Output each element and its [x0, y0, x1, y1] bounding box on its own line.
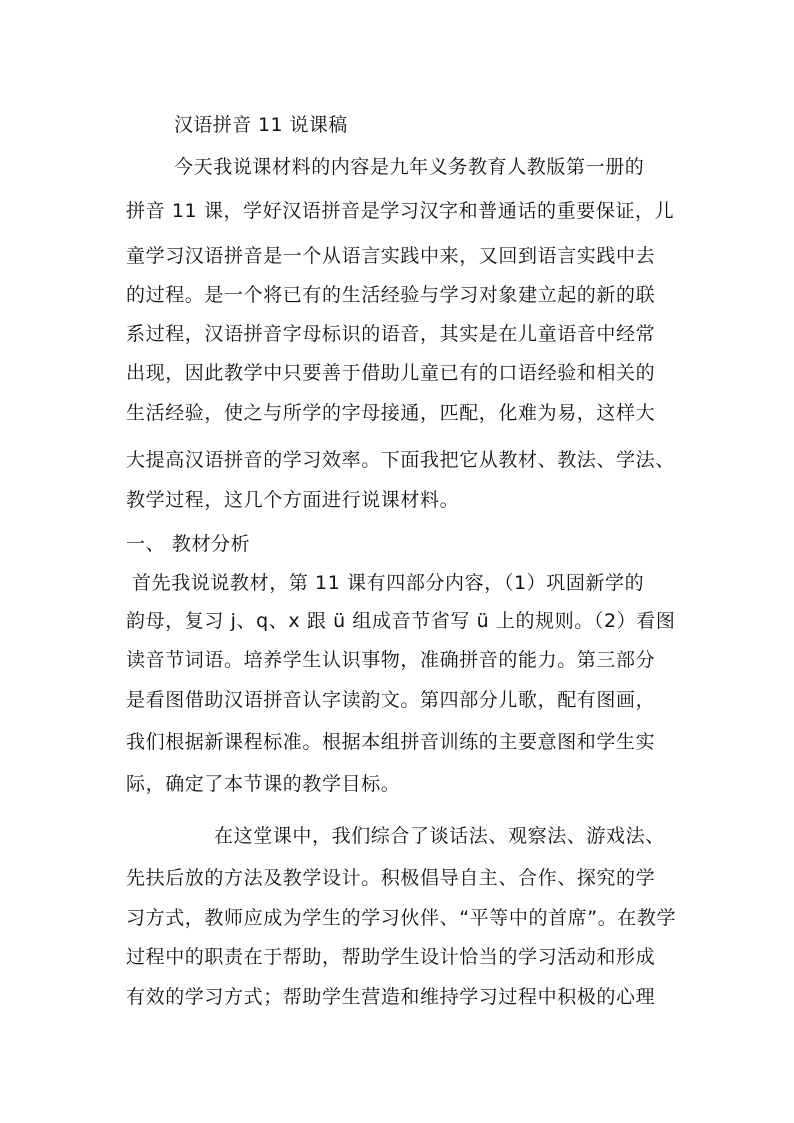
paragraph-line: 今天我说课材料的内容是九年义务教育人教版第一册的: [174, 156, 645, 178]
paragraph-line: 童学习汉语拼音是一个从语言实践中来，又回到语言实践中去: [126, 245, 656, 267]
paragraph-line: 大提高汉语拼音的学习效率。下面我把它从教材、教法、学法、: [126, 449, 675, 471]
paragraph-line: 先扶后放的方法及教学设计。积极倡导自主、合作、探究的学: [126, 867, 656, 889]
paragraph-line: 拼音 11 课，学好汉语拼音是学习汉字和普通话的重要保证，儿: [126, 200, 675, 222]
paragraph-line: 是看图借助汉语拼音认字读韵文。第四部分儿歌，配有图画，: [126, 689, 656, 711]
paragraph-line: 系过程，汉语拼音字母标识的语音，其实是在儿童语音中经常: [126, 323, 656, 345]
section-heading: 一、 教材分析: [126, 533, 251, 555]
paragraph-line: 出现，因此教学中只要善于借助儿童已有的口语经验和相关的: [126, 362, 656, 384]
paragraph-line: 在这堂课中，我们综合了谈话法、观察法、游戏法、: [214, 825, 665, 847]
paragraph-line: 习方式，教师应成为学生的学习伙伴、“平等中的首席”。在教学: [126, 907, 677, 929]
paragraph-line: 的过程。是一个将已有的生活经验与学习对象建立起的新的联: [126, 284, 656, 306]
document-title: 汉语拼音 11 说课稿: [174, 114, 348, 136]
paragraph-line: 读音节词语。培养学生认识事物，准确拼音的能力。第三部分: [126, 649, 656, 671]
paragraph-line: 际，确定了本节课的教学目标。: [126, 773, 401, 795]
paragraph-line: 韵母，复习 j、q、x 跟 ü 组成音节省写 ü 上的规则。（2）看图: [126, 610, 676, 632]
paragraph-line: 生活经验，使之与所学的字母接通，匹配，化难为易，这样大: [126, 402, 656, 424]
paragraph-line: 首先我说说教材，第 11 课有四部分内容，（1）巩固新学的: [132, 572, 645, 594]
paragraph-line: 过程中的职责在于帮助，帮助学生设计恰当的学习活动和形成: [126, 946, 656, 968]
paragraph-line: 有效的学习方式；帮助学生营造和维持学习过程中积极的心理: [126, 986, 656, 1008]
paragraph-line: 我们根据新课程标准。根据本组拼音训练的主要意图和学生实: [126, 731, 656, 753]
paragraph-line: 教学过程，这几个方面进行说课材料。: [126, 489, 460, 511]
